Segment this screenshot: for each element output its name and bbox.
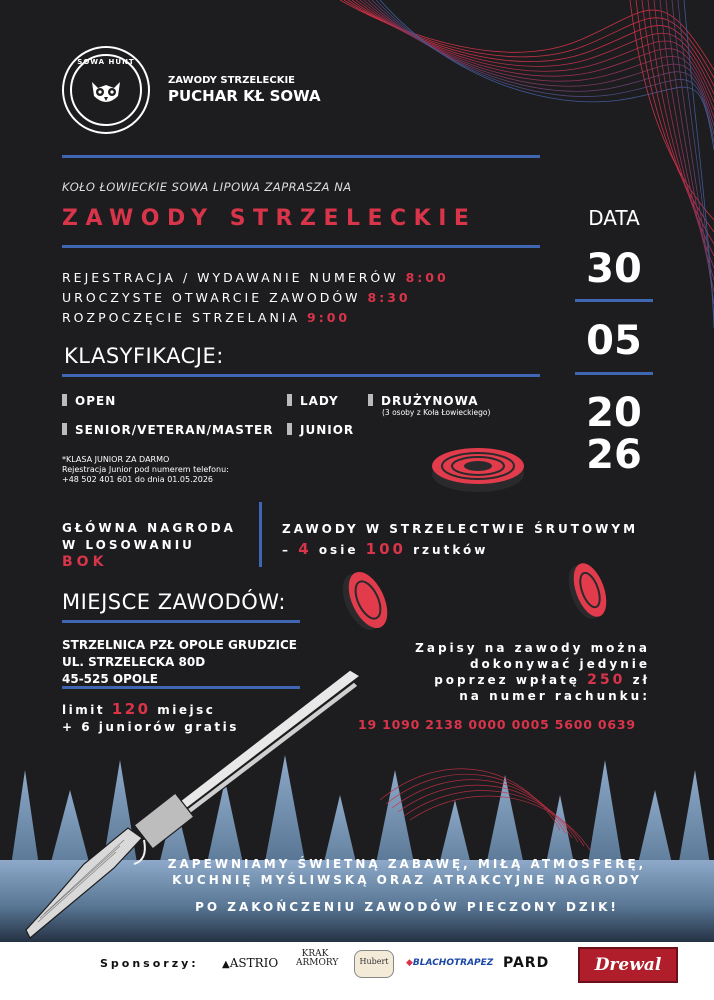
- sponsor-logo-krak-armory: KRAK ARMORY: [296, 949, 339, 968]
- prize-line: W LOSOWANIU: [62, 538, 195, 552]
- schedule-time: 8:30: [367, 290, 411, 305]
- date-year-bottom: 26: [586, 432, 642, 478]
- footer-line-3: PO ZAKOŃCZENIU ZAWODÓW PIECZONY DZIK!: [195, 900, 619, 914]
- venue-title: MIEJSCE ZAWODÓW:: [62, 590, 286, 614]
- divider: [62, 245, 540, 248]
- sponsor-logo-drewal: Drewal: [578, 947, 678, 983]
- class-item: SENIOR/VETERAN/MASTER: [62, 423, 274, 437]
- schedule-label: REJESTRACJA / WYDAWANIE NUMERÓW: [62, 270, 399, 285]
- owl-icon: [86, 76, 126, 108]
- main-title: ZAWODY STRZELECKIE: [62, 206, 477, 231]
- class-item: LADY: [287, 394, 339, 408]
- sponsor-logo-hubert: Hubert: [354, 950, 394, 978]
- sponsor-logo-astrio: ▲ASTRIO: [222, 956, 279, 970]
- account-number: 19 1090 2138 0000 0005 5600 0639: [358, 717, 636, 732]
- date-month: 05: [586, 318, 642, 364]
- prize-line: GŁÓWNA NAGRODA: [62, 521, 236, 535]
- vertical-divider: [259, 502, 262, 567]
- schedule-row: [62, 288, 449, 308]
- shell-icon: [287, 394, 292, 406]
- prize-block: [62, 520, 236, 571]
- junior-note: *KLASA JUNIOR ZA DARMO Rejestracja Junior pod numerem telefonu: +48 502 401 601 do dnia 01.05.2026: [62, 455, 229, 484]
- footer-text: ZAPEWNIAMY ŚWIETNĄ ZABAWĘ, MIŁĄ ATMOSFERĘ, KUCHNIĘ MYŚLIWSKĄ ORAZ ATRAKCYJNE NAGRODY: [167, 857, 647, 887]
- limit-block: limit 120 miejsc + 6 juniorów gratis: [62, 700, 239, 734]
- team-note: (3 osoby z Koła Łowieckiego): [382, 408, 491, 417]
- schedule-row: [62, 308, 449, 328]
- divider: [62, 155, 540, 158]
- shell-icon: [287, 423, 292, 435]
- schedule-label: UROCZYSTE OTWARCIE ZAWODÓW: [62, 290, 361, 305]
- header-title: PUCHAR KŁ SOWA: [168, 87, 321, 105]
- classification-title: KLASYFIKACJE:: [64, 344, 224, 368]
- class-item: OPEN: [62, 394, 116, 408]
- divider: [62, 620, 300, 623]
- date-year-top: 20: [586, 390, 642, 436]
- shell-icon: [62, 423, 67, 435]
- sponsor-logo-blachotrapez: ◆BLACHOTRAPEZ: [406, 958, 494, 968]
- date-day: 30: [586, 246, 642, 292]
- schedule-time: 9:00: [307, 310, 351, 325]
- schedule-time: 8:00: [405, 270, 449, 285]
- class-item: DRUŻYNOWA: [368, 394, 479, 408]
- competition-block: ZAWODY W STRZELECTWIE ŚRUTOWYM – 4 osie 100 rzutków: [282, 522, 639, 558]
- blachotrapez-icon: ◆: [406, 958, 413, 968]
- astrio-icon: ▲: [222, 959, 230, 970]
- shell-icon: [62, 394, 67, 406]
- clay-target-icon: [336, 566, 396, 636]
- schedule-row: [62, 268, 449, 288]
- logo-ring-text: SOWA HUNT: [77, 58, 135, 66]
- divider: [62, 374, 540, 377]
- date-divider: [575, 299, 653, 302]
- class-item: JUNIOR: [287, 423, 354, 437]
- date-divider: [575, 372, 653, 375]
- schedule-label: ROZPOCZĘCIE STRZELANIA: [62, 310, 301, 325]
- sponsors-label: Sponsorzy:: [100, 957, 199, 970]
- clay-target-icon: [563, 558, 613, 624]
- shell-icon: [368, 394, 373, 406]
- intro-text: KOŁO ŁOWIECKIE SOWA LIPOWA ZAPRASZA NA: [62, 180, 352, 194]
- sponsors-bar: [0, 942, 714, 1000]
- venue-address: STRZELNICA PZŁ OPOLE GRUDZICE UL. STRZELECKA 80D 45-525 OPOLE: [62, 638, 297, 686]
- header-subtitle: ZAWODY STRZELECKIE: [168, 75, 296, 86]
- schedule: [62, 268, 449, 328]
- signup-block: Zapisy na zawody można dokonywać jedynie poprzez wpłatę 250 zł na numer rachunku:: [415, 641, 650, 703]
- sponsor-logo-pard: PARD: [503, 955, 550, 971]
- sowa-hunt-logo: [62, 46, 150, 134]
- date-label: DATA: [588, 206, 640, 230]
- clay-target-icon: [428, 440, 528, 500]
- wave-lines-decoration: [330, 0, 714, 400]
- prize-value: BOK: [62, 554, 108, 570]
